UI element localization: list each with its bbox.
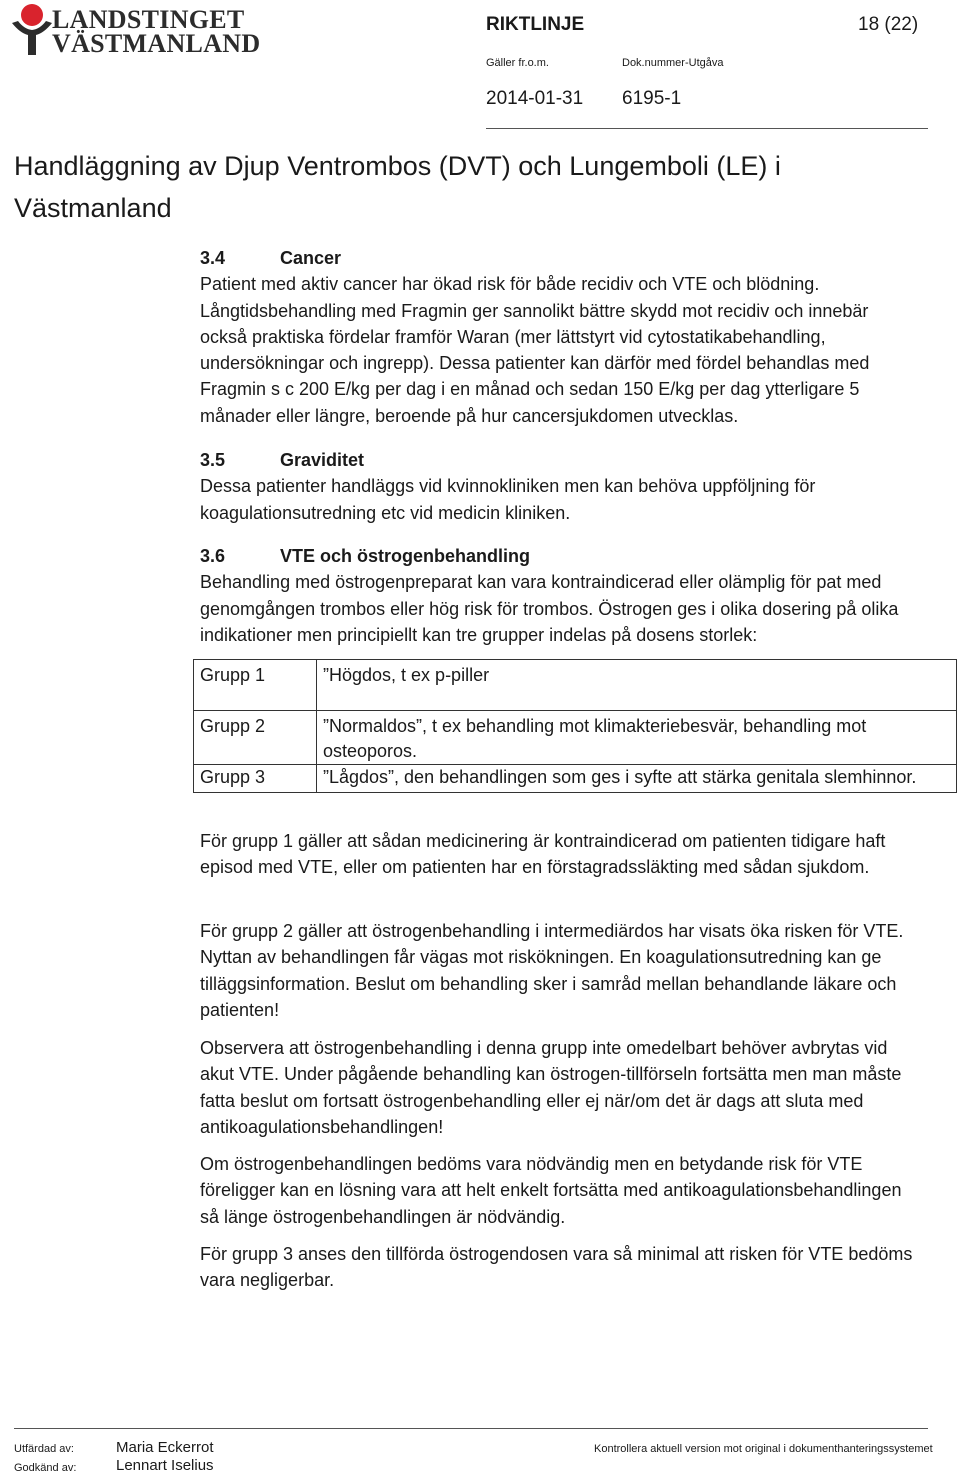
doc-number-label: Dok.nummer-Utgåva (622, 57, 724, 69)
document-type: RIKTLINJE (486, 14, 585, 35)
section-paragraph: Behandling med östrogenpreparat kan vara kontraindicerad eller olämplig för pat med genomgången trombos eller hög risk för trombos. Östrogen ges i olika dosering på olika indikationer men principiellt kan tre grupper indelas på dosens storlek: (200, 572, 899, 645)
valid-from-label: Gäller fr.o.m. (486, 57, 549, 69)
doc-number: 6195-1 (622, 88, 682, 109)
table-row (194, 660, 957, 711)
section-heading: VTE och östrogenbehandling (280, 546, 531, 566)
paragraph-group3: För grupp 3 anses den tillförda östrogendosen vara så minimal att risken för VTE bedöms vara negligerbar. (200, 1244, 913, 1291)
section-vte-ostrogen (200, 543, 920, 648)
footer-divider (14, 1428, 928, 1429)
group-name: Grupp 2 (194, 711, 317, 765)
section-paragraph: Patient med aktiv cancer har ökad risk för både recidiv och VTE och blödning. Långtidsbehandling med Fragmin ger sannolikt bättre skydd mot recidiv och innebär också praktiska fördelar framför Waran (mer lättstyrt vid cytostatikabehandling, undersökningar och ingrepp). Dessa patienter kan därför med fördel behandlas med Fragmin s c 200 E/kg per dag i en månad och sedan 150 E/kg per dag ytterligare 5 månader eller längre, beroende på hur cancersjukdomen utvecklas. (200, 274, 870, 426)
group-name: Grupp 3 (194, 765, 317, 793)
group-name: Grupp 1 (194, 660, 317, 711)
table-row (194, 711, 957, 765)
section-number: 3.4 (200, 248, 226, 268)
page-title: Handläggning av Djup Ventrombos (DVT) och Lungemboli (LE) i Västmanland (14, 151, 781, 223)
group-description: ”Lågdos”, den behandlingen som ges i syfte att stärka genitala slemhinnor. (317, 765, 957, 793)
logo-wordmark: LANDSTINGET VÄSTMANLAND (52, 5, 261, 58)
section-number: 3.5 (200, 450, 226, 470)
table-row (194, 765, 957, 793)
dose-groups-table (193, 659, 957, 793)
section-heading: Cancer (280, 248, 342, 268)
header-divider (486, 128, 928, 129)
section-cancer (200, 245, 920, 429)
group-description: ”Normaldos”, t ex behandling mot klimakteriebesvär, behandling mot osteoporos. (317, 711, 957, 765)
issued-by-name: Maria Eckerrot (116, 1439, 214, 1456)
approved-by-label: Godkänd av: (14, 1462, 77, 1474)
landstinget-emblem-icon (10, 3, 58, 55)
group-description: ”Högdos, t ex p-piller (317, 660, 957, 711)
version-check-note: Kontrollera aktuell version mot original i dokumenthanteringssystemet (594, 1443, 933, 1455)
issued-by-label: Utfärdad av: (14, 1443, 74, 1455)
paragraph-observera: Observera att östrogenbehandling i denna grupp inte omedelbart behöver avbrytas vid akut VTE. Under pågående behandling kan östrogen-tillförseln fortsätta men man måste fatta beslut om fortsatt östrogenbehandling eller ej när/om det är dags att sluta med antikoagulationsbehandlingen! (200, 1038, 902, 1137)
page-number: 18 (22) (858, 14, 919, 35)
section-graviditet (200, 447, 920, 526)
paragraph-group1: För grupp 1 gäller att sådan medicinering är kontraindicerad om patienten tidigare haft episod med VTE, eller om patienten har en förstagradssläkting med sådan sjukdom. (200, 831, 886, 878)
paragraph-group2: För grupp 2 gäller att östrogenbehandling i intermediärdos har visats öka risken för VTE. Nyttan av behandlingen får vägas mot riskökningen. En koagulationsutredning kan ge tilläggsinformation. Beslut om behandling sker i samråd mellan behandlande läkare och patienten! (200, 921, 904, 1020)
section-paragraph: Dessa patienter handläggs vid kvinnokliniken men kan behöva uppföljning för koagulationsutredning etc vid medicin kliniken. (200, 476, 816, 523)
section-heading: Graviditet (280, 450, 365, 470)
valid-from-date: 2014-01-31 (486, 88, 584, 109)
paragraph-om-ostrogen: Om östrogenbehandlingen bedöms vara nödvändig men en betydande risk för VTE föreligger kan en lösning vara att helt enkelt fortsätta med antikoagulationsbehandlingen så länge östrogenbehandlingen är nödvändig. (200, 1154, 902, 1227)
approved-by-name: Lennart Iselius (116, 1457, 214, 1474)
section-number: 3.6 (200, 546, 226, 566)
